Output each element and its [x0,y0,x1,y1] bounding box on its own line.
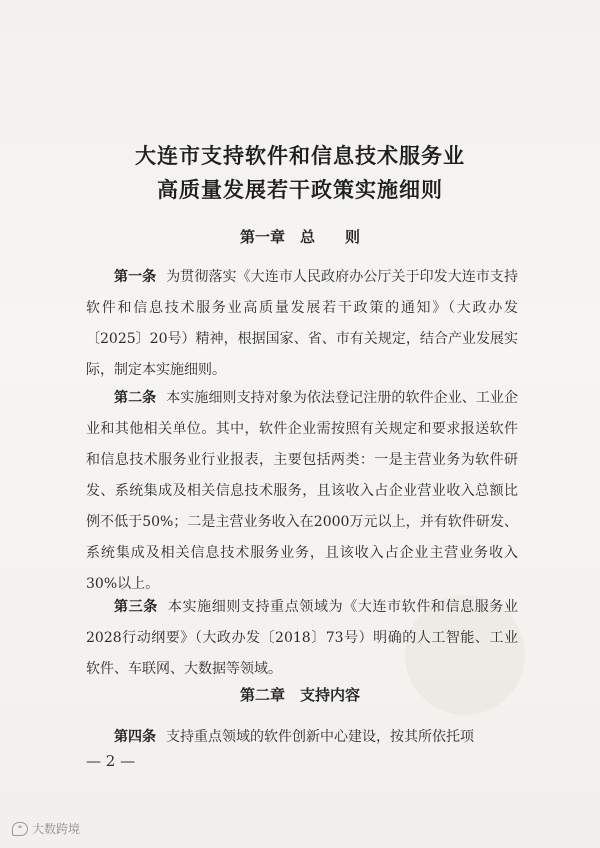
article-label: 第一条 [114,269,157,285]
page-number: — 2 — [86,752,136,770]
chat-bubble-icon: ❝ [12,822,28,836]
document-title-line1: 大连市支持软件和信息技术服务业 [135,143,465,168]
article-text: 本实施细则支持重点领域为《大连市软件和信息服务业2028行动纲要》（大政办发〔2018〕73号）明确的人工智能、工业软件、车联网、大数据等领域。 [86,599,519,677]
article-text: 为贯彻落实《大连市人民政府办公厅关于印发大连市支持软件和信息技术服务业高质量发展若干政策的通知》（大政办发〔2025〕20号）精神，根据国家、省、市有关规定，结合产业发展实际，制定本实施细则。 [86,269,519,378]
watermark-text: 大数跨境 [32,822,81,836]
chapter-heading-1: 第一章 总 则 [239,228,360,246]
article-3 [86,592,518,685]
watermark [12,820,80,837]
article-label: 第二条 [114,390,157,406]
article-label: 第三条 [114,599,158,615]
article-label: 第四条 [114,729,156,745]
article-text: 支持重点领域的软件创新中心建设，按其所依托项 [166,729,474,745]
article-1 [86,262,518,386]
article-2 [86,383,518,600]
article-text: 本实施细则支持对象为依法登记注册的软件企业、工业企业和其他相关单位。其中，软件企业需按照有关规定和要求报送软件和信息技术服务业行业报表，主要包括两类：一是主营业务为软件研发、系统集成及相关信息技术服务，且该收入占企业营业收入总额比例不低于50%；二是主营业务收入在2000万元以上，并有软件研发、系统集成及相关信息技术服务业务，且该收入占企业主营业务收入30%以上。 [86,390,519,592]
article-4 [86,722,518,753]
document-title-line2: 高质量发展若干政策实施细则 [157,177,443,202]
chapter-heading-2: 第二章 支持内容 [239,686,360,704]
